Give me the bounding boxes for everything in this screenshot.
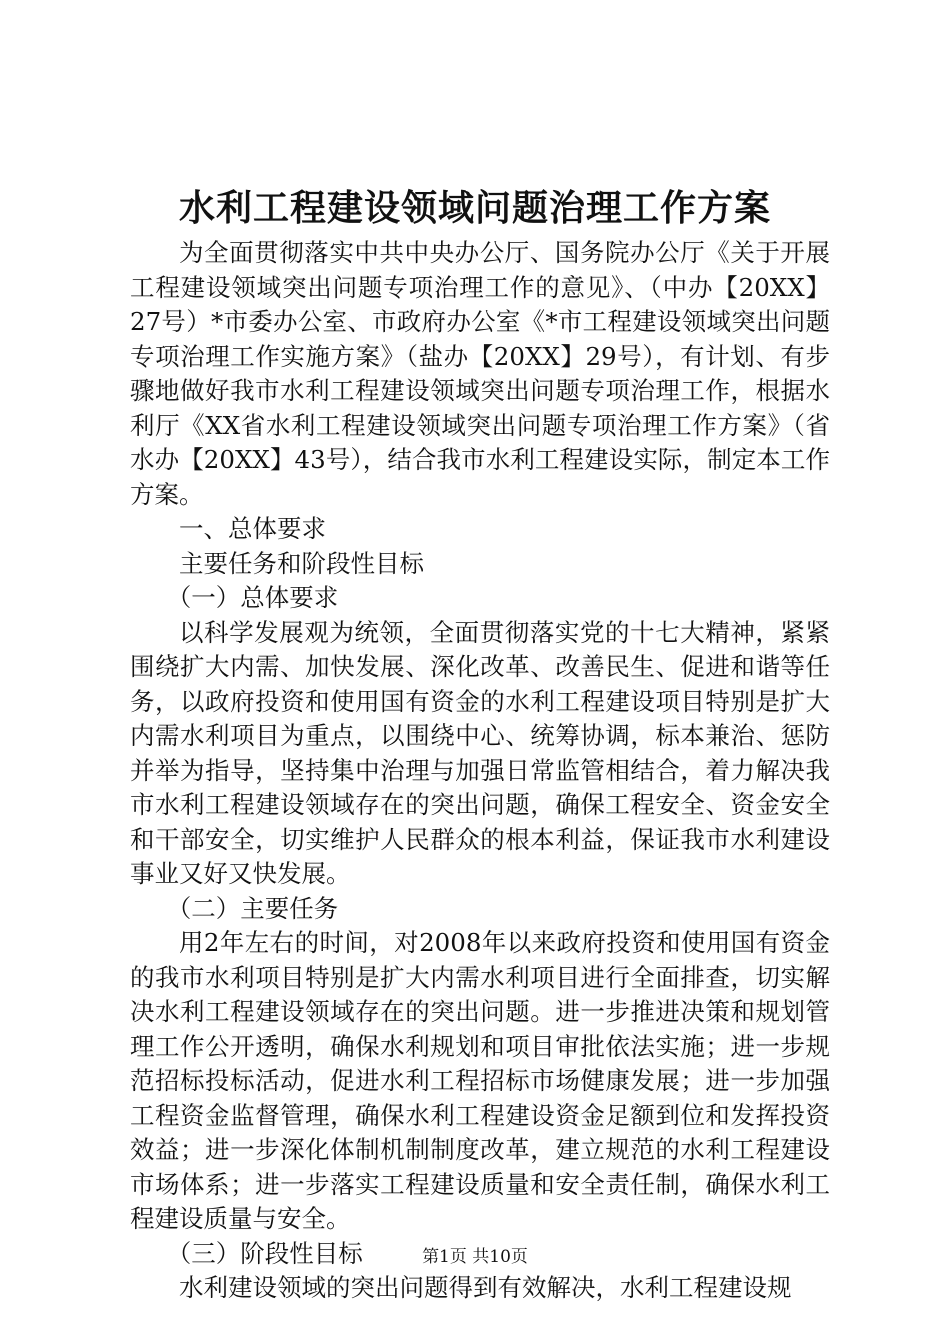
paragraph-general-requirements: 以科学发展观为统领，全面贯彻落实党的十七大精神，紧紧围绕扩大内需、加快发展、深化改革、改善民生、促进和谐等任务，以政府投资和使用国有资金的水利工程建设项目特别是扩大内需水利项目为重点，以围绕中心、统筹协调，标本兼治、惩防并举为指导，坚持集中治理与加强日常监管相结合，着力解决我市水利工程建设领域存在的突出问题，确保工程安全、资金安全和干部安全，切实维护人民群众的根本利益，保证我市水利建设事业又好又快发展。 — [130, 617, 830, 888]
document-body — [130, 236, 830, 1306]
document-title: 水利工程建设领域问题治理工作方案 — [178, 187, 771, 229]
subsection-heading-3: （三）阶段性目标 — [166, 1238, 363, 1268]
paragraph-main-tasks: 用2年左右的时间，对2008年以来政府投资和使用国有资金的我市水利项目特别是扩大内需水利项目进行全面排查，切实解决水利工程建设领域存在的突出问题。进一步推进决策和规划管理工作公开透明，确保水利规划和项目审批依法实施；进一步规范招标投标活动，促进水利工程招标市场健康发展；进一步加强工程资金监督管理，确保水利工程建设资金足额到位和发挥投资效益；进一步深化体制机制制度改革，建立规范的水利工程建设市场体系；进一步落实工程建设质量和安全责任制，确保水利工程建设质量与安全。 — [130, 928, 830, 1233]
section-subtitle-tasks-goals: 主要任务和阶段性目标 — [179, 548, 424, 578]
section-heading-general-requirements: 一、总体要求 — [179, 514, 326, 543]
subsection-heading-2: （二）主要任务 — [166, 893, 339, 923]
subsection-heading-1: （一）总体要求 — [166, 583, 339, 612]
paragraph-intro: 为全面贯彻落实中共中央办公厅、国务院办公厅《关于开展工程建设领域突出问题专项治理工作的意见》、（中办【20XX】27号）*市委办公室、市政府办公室《*市工程建设领域突出问题专项治理工作实施方案》（盐办【20XX】29号），有计划、有步骤地做好我市水利工程建设领域突出问题专项治理工作，根据水利厅《XX省水利工程建设领域突出问题专项治理工作方案》（省水办【20XX】43号），结合我市水利工程建设实际，制定本工作方案。 — [130, 238, 830, 509]
paragraph-stage-goals: 水利建设领域的突出问题得到有效解决，水利工程建设规 — [179, 1273, 792, 1302]
page-footer: 第1页 共10页 — [422, 1247, 528, 1267]
